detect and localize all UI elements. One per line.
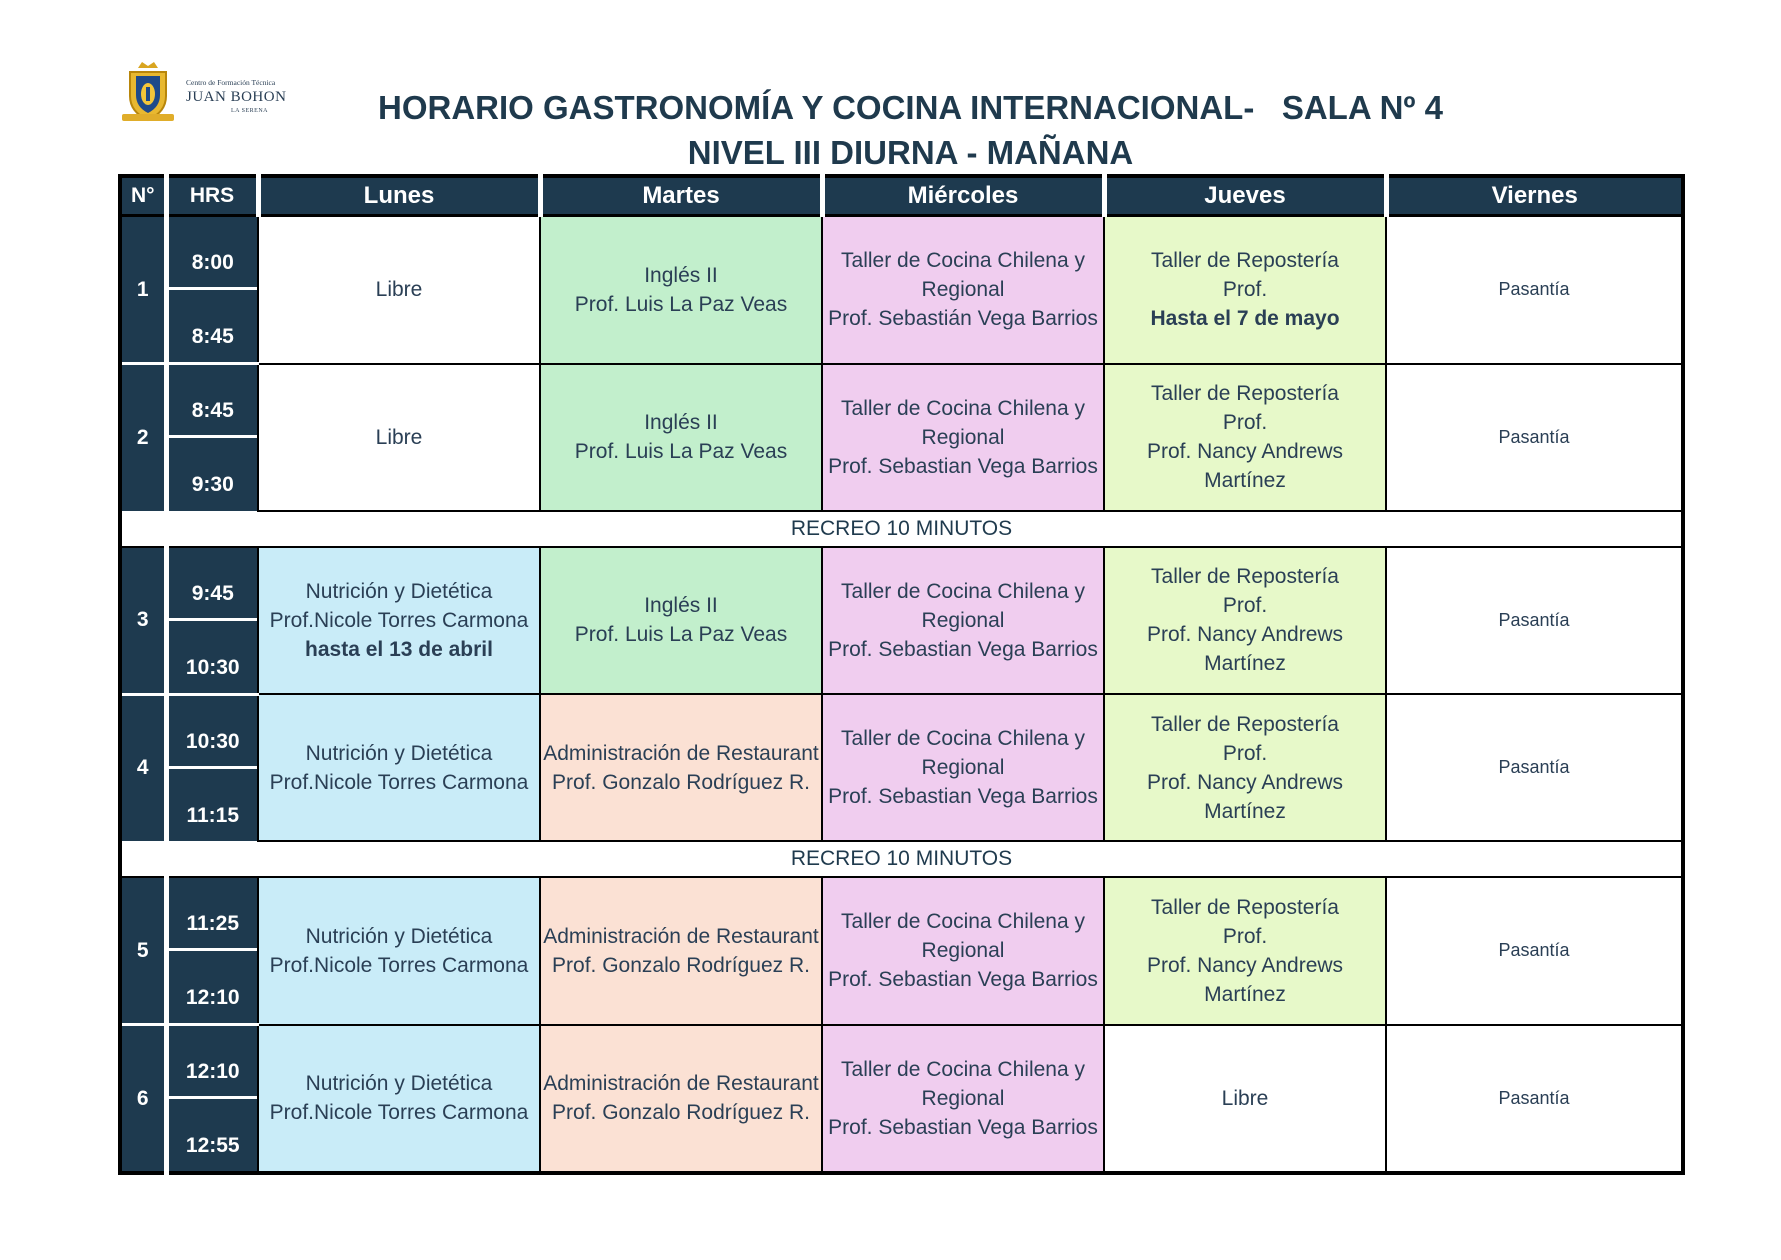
subject-name: Inglés II: [644, 594, 718, 618]
cell-line: Pasantía: [1498, 426, 1570, 447]
header-lunes: Lunes: [258, 176, 540, 216]
logo-name: JUAN BOHON: [186, 88, 287, 105]
teacher-name: Prof. Sebastian Vega Barrios: [828, 637, 1098, 661]
period-hours: [166, 877, 258, 1025]
jueves-cell: [1104, 364, 1386, 511]
period-number: 2: [120, 364, 166, 511]
teacher-name: Prof. Nancy Andrews Martínez: [1146, 953, 1344, 1006]
subject-name: Taller de Cocina Chilena y: [841, 396, 1085, 420]
lunes-cell: [258, 547, 540, 695]
start-time: 12:10: [185, 1060, 240, 1083]
subject-name: Administración de Restaurant: [543, 741, 819, 765]
teacher-name: Prof. Nancy Andrews Martínez: [1146, 623, 1344, 676]
lunes-cell: [258, 877, 540, 1025]
lunes-cell: [258, 364, 540, 511]
logo-subtitle: Centro de Formación Técnica: [186, 78, 276, 87]
jueves-cell: [1104, 694, 1386, 841]
logo-city: LA SERENA: [231, 107, 269, 114]
schedule-row: [120, 877, 1683, 1025]
viernes-cell: [1386, 877, 1683, 1025]
teacher-name: Prof. Gonzalo Rodríguez R.: [552, 770, 810, 794]
page-title: HORARIO GASTRONOMÍA Y COCINA INTERNACIONAL- SALA Nº 4: [377, 89, 1444, 126]
teacher-name: Prof. Sebastián Vega Barrios: [828, 307, 1098, 331]
teacher-name: Prof. Sebastian Vega Barrios: [828, 454, 1098, 478]
subject-name: Taller de Repostería: [1151, 565, 1339, 589]
subject-name: Administración de Restaurant: [543, 924, 819, 948]
subject-name-cont: Regional: [921, 939, 1005, 963]
teacher-name: Prof.Nicole Torres Carmona: [269, 953, 529, 977]
subject-name: Taller de Repostería: [1151, 895, 1339, 919]
period-hours: [166, 694, 258, 841]
teacher-label: Prof.: [1222, 278, 1268, 302]
subject-name: Nutrición y Dietética: [305, 741, 493, 765]
viernes-cell: [1386, 364, 1683, 511]
teacher-label: Prof.: [1222, 594, 1268, 618]
subject-name: Taller de Cocina Chilena y: [841, 1057, 1085, 1081]
teacher-name: Prof. Nancy Andrews Martínez: [1146, 770, 1344, 823]
martes-cell: [540, 216, 822, 364]
jueves-cell: [1104, 1025, 1386, 1174]
subject-name: Taller de Repostería: [1151, 249, 1339, 273]
period-number: 1: [120, 216, 166, 364]
miercoles-cell: [822, 216, 1104, 364]
viernes-cell: [1386, 216, 1683, 364]
subject-name: Inglés II: [644, 263, 718, 287]
teacher-label: Prof.: [1222, 741, 1268, 765]
subject-name: Nutrición y Dietética: [305, 924, 493, 948]
teacher-name: Prof. Gonzalo Rodríguez R.: [552, 953, 810, 977]
miercoles-cell: [822, 1025, 1104, 1174]
header-martes: Martes: [540, 176, 822, 216]
start-time: 11:25: [186, 912, 240, 935]
cell-line: Libre: [1221, 1086, 1269, 1110]
teacher-name: Prof. Luis La Paz Veas: [574, 623, 788, 647]
martes-cell: [540, 877, 822, 1025]
period-hours: [166, 216, 258, 364]
teacher-name: Prof. Nancy Andrews Martínez: [1146, 440, 1344, 492]
lunes-cell: [258, 1025, 540, 1174]
teacher-label: Prof.: [1222, 924, 1268, 948]
schedule-row: [120, 364, 1683, 511]
teacher-name: Prof.Nicole Torres Carmona: [269, 608, 529, 632]
schedule-row: [120, 216, 1683, 364]
subject-name-cont: Regional: [921, 1086, 1005, 1110]
teacher-name: Prof. Sebastian Vega Barrios: [828, 1115, 1098, 1139]
subject-name-cont: Regional: [921, 608, 1005, 632]
period-number: 3: [120, 547, 166, 695]
teacher-name: Prof. Luis La Paz Veas: [574, 292, 788, 316]
teacher-name: Prof. Gonzalo Rodríguez R.: [552, 1101, 810, 1125]
subject-name: Taller de Cocina Chilena y: [841, 249, 1085, 273]
subject-name: Nutrición y Dietética: [305, 579, 493, 603]
subject-name: Taller de Cocina Chilena y: [841, 579, 1085, 603]
lunes-cell: [258, 216, 540, 364]
header-viernes: Viernes: [1386, 176, 1683, 216]
subject-name: Taller de Repostería: [1151, 712, 1339, 736]
subject-name: Taller de Cocina Chilena y: [841, 910, 1085, 934]
miercoles-cell: [822, 877, 1104, 1025]
subject-name: Inglés II: [644, 411, 718, 434]
recess-label: RECREO 10 MINUTOS: [120, 841, 1683, 877]
subject-name-cont: Regional: [921, 756, 1005, 779]
header-row: [120, 176, 1683, 216]
schedule-row: [120, 694, 1683, 841]
subject-name: Taller de Cocina Chilena y: [841, 727, 1085, 750]
end-time: 10:30: [185, 655, 240, 679]
header-miercoles: Miércoles: [822, 176, 1104, 216]
schedule-row: [120, 547, 1683, 695]
martes-cell: [540, 694, 822, 841]
teacher-label: Prof.: [1222, 411, 1268, 434]
viernes-cell: [1386, 694, 1683, 841]
cell-line: Pasantía: [1498, 1087, 1570, 1108]
date-note: hasta el 13 de abril: [305, 637, 493, 661]
teacher-name: Prof.Nicole Torres Carmona: [269, 1101, 529, 1125]
recess-label: RECREO 10 MINUTOS: [120, 511, 1683, 547]
subject-name-cont: Regional: [921, 425, 1005, 449]
teacher-name: Prof. Sebastian Vega Barrios: [828, 785, 1098, 808]
viernes-cell: [1386, 547, 1683, 695]
miercoles-cell: [822, 694, 1104, 841]
subject-name: Administración de Restaurant: [543, 1072, 819, 1096]
recess-row: [120, 841, 1683, 877]
lunes-cell: [258, 694, 540, 841]
period-hours: [166, 364, 258, 511]
martes-cell: [540, 1025, 822, 1174]
cell-line: Libre: [375, 278, 423, 302]
cell-line: Libre: [375, 425, 423, 449]
start-time: 8:45: [191, 399, 234, 422]
date-note: Hasta el 7 de mayo: [1150, 307, 1340, 331]
header-num: N°: [120, 176, 166, 216]
jueves-cell: [1104, 877, 1386, 1025]
header-hrs: HRS: [166, 176, 258, 216]
teacher-name: Prof. Luis La Paz Veas: [574, 440, 788, 463]
miercoles-cell: [822, 364, 1104, 511]
end-time: 12:55: [185, 1134, 240, 1157]
martes-cell: [540, 364, 822, 511]
period-number: 5: [120, 877, 166, 1025]
start-time: 9:45: [191, 581, 234, 605]
miercoles-cell: [822, 547, 1104, 695]
subject-name-cont: Regional: [921, 278, 1005, 302]
period-number: 4: [120, 694, 166, 841]
jueves-cell: [1104, 547, 1386, 695]
page-subtitle: NIVEL III DIURNA - MAÑANA: [687, 134, 1134, 171]
teacher-name: Prof.Nicole Torres Carmona: [269, 770, 529, 794]
martes-cell: [540, 547, 822, 695]
subject-name: Nutrición y Dietética: [305, 1072, 493, 1096]
cell-line: Pasantía: [1498, 940, 1570, 961]
start-time: 10:30: [185, 729, 240, 753]
teacher-name: Prof. Sebastian Vega Barrios: [828, 968, 1098, 992]
jueves-cell: [1104, 216, 1386, 364]
schedule-table: [118, 174, 1685, 1175]
schedule-row: [120, 1025, 1683, 1174]
period-number: 6: [120, 1025, 166, 1174]
end-time: 8:45: [191, 325, 234, 348]
subject-name: Taller de Repostería: [1151, 382, 1339, 405]
cell-line: Pasantía: [1498, 757, 1570, 777]
recess-row: [120, 511, 1683, 547]
end-time: 9:30: [191, 473, 234, 496]
viernes-cell: [1386, 1025, 1683, 1174]
cell-line: Pasantía: [1498, 609, 1570, 630]
header-jueves: Jueves: [1104, 176, 1386, 216]
end-time: 12:10: [185, 986, 240, 1009]
period-hours: [166, 547, 258, 695]
start-time: 8:00: [191, 251, 234, 274]
end-time: 11:15: [186, 803, 240, 827]
period-hours: [166, 1025, 258, 1174]
cell-line: Pasantía: [1498, 279, 1570, 300]
